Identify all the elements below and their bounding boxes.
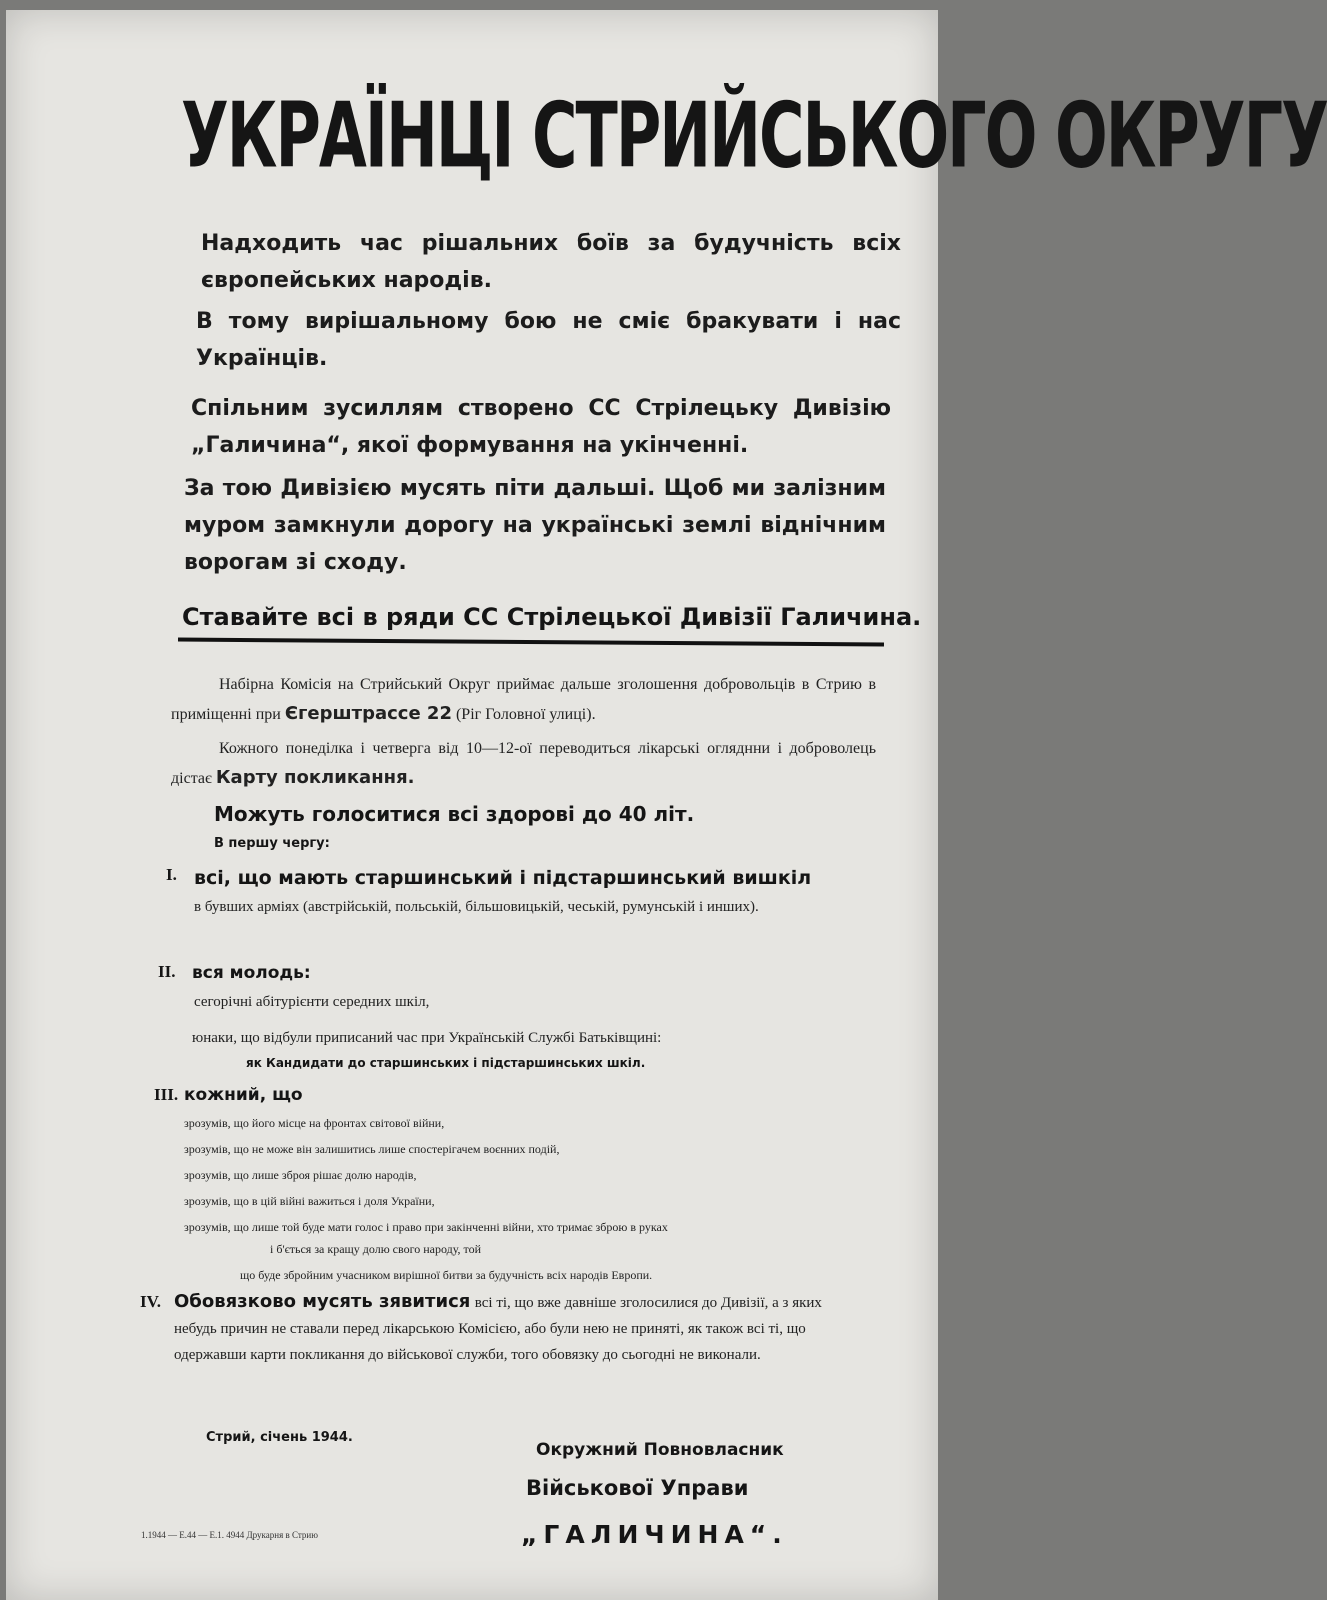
item-2-line-2: юнаки, що відбули приписаний час при Українській Службі Батьківщині: — [192, 1030, 662, 1046]
commission-address-note: (Ріг Головної улиці). — [455, 706, 596, 723]
intro-paragraph-1: Надходить час рішальних боїв за будучність всіх європейських народів. — [201, 231, 901, 293]
commission-address: Єгерштрассе 22 — [284, 703, 452, 724]
item-2-number: II. — [158, 962, 176, 981]
item-3-line-3: зрозумів, що лише зброя рішає долю народів, — [184, 1168, 417, 1182]
eligibility-heading: Можуть голоситися всі здорові до 40 літ. — [214, 802, 695, 826]
item-2-heading: вся молодь: — [192, 963, 311, 983]
signature-line-3: „ГАЛИЧИНА“. — [521, 1520, 788, 1549]
commission-paragraph — [171, 670, 876, 729]
place-date: Стрий, січень 1944. — [206, 1430, 353, 1445]
item-4-paragraph — [174, 1290, 834, 1368]
intro-paragraph-4: За тою Дивізією мусять піти дальші. Щоб ми залізним муром замкнули дорогу на українські землі віднічним ворогам зі сходу. — [184, 476, 886, 575]
item-3-line-5: зрозумів, що лише той буде мати голос і право при закінченні війни, хто тримає зброю в руках — [184, 1220, 668, 1234]
item-3-line-1: зрозумів, що його місце на фронтах світової війни, — [184, 1116, 445, 1130]
item-4-number: IV. — [140, 1292, 161, 1311]
divider-rule — [178, 638, 884, 647]
priority-label: В першу чергу: — [214, 836, 330, 851]
item-1-number: I. — [166, 865, 177, 884]
item-3-line-4: зрозумів, що в цій війні важиться і доля України, — [184, 1194, 435, 1208]
item-4-heading: Обовязково мусять зявитися — [174, 1291, 471, 1312]
item-2-line-1: сегорічні абітурієнти середних шкіл, — [194, 994, 430, 1010]
item-2-line-3: як Кандидати до старшинських і підстаршинських шкіл. — [246, 1056, 646, 1070]
commission-text: Набірна Комісія на Стрийський Округ приймає дальше зголошення добровольців в Стрию в приміщенні при — [171, 676, 876, 723]
signature-line-1: Окружний Повновласник — [536, 1440, 784, 1460]
exam-text: Кожного понеділка і четверга від 10—12-ої переводиться лікарські огляднни і доброволець дістає — [171, 740, 876, 787]
item-3-line-6: і б'ється за кращу долю свого народу, той — [270, 1242, 482, 1256]
item-4-text: всі ті, що вже давніше зголосилися до Дивізії, а з яких небудь причин не ставали перед лікарською Комісією, або були нею не приняті, як також всі ті, що одержавши карти покликання до військової служби, того обовязку до сьогодні не виконали. — [174, 1295, 822, 1363]
intro-paragraph-2: В тому вирішальному бою не сміє бракувати і нас Українців. — [196, 309, 901, 371]
printer-imprint: 1.1944 — Е.44 — Е.1. 4944 Друкарня в Стрию — [141, 1530, 318, 1540]
poster-title: УКРАЇНЦІ СТРИЙСЬКОГО ОКРУГУ — [181, 82, 1327, 189]
signature-line-2: Військової Управи — [526, 1476, 749, 1500]
intro-paragraph-3: Спільним зусиллям створено СС Стрілецьку Дивізію „Галичина“, якої формування на укінченні. — [191, 396, 891, 458]
exam-paragraph — [171, 734, 876, 793]
exam-card: Карту покликання. — [215, 767, 415, 788]
item-3-line-7: що буде збройним учасником вирішної битви за будучність всіх народів Европи. — [240, 1268, 653, 1282]
call-to-action: Ставайте всі в ряди СС Стрілецької Дивізії Галичина. — [182, 603, 922, 631]
item-1-detail: в бувших арміях (австрійській, польській, більшовицькій, чеській, румунській і инших). — [194, 899, 759, 915]
item-3-number: III. — [154, 1085, 179, 1104]
item-3-heading: кожний, що — [184, 1085, 303, 1105]
item-1-heading: всі, що мають старшинський і підстаршинський вишкіл — [194, 867, 812, 889]
poster-sheet — [6, 10, 1327, 1600]
item-3-line-2: зрозумів, що не може він залишитись лише спостерігачем воєнних подій, — [184, 1142, 560, 1156]
